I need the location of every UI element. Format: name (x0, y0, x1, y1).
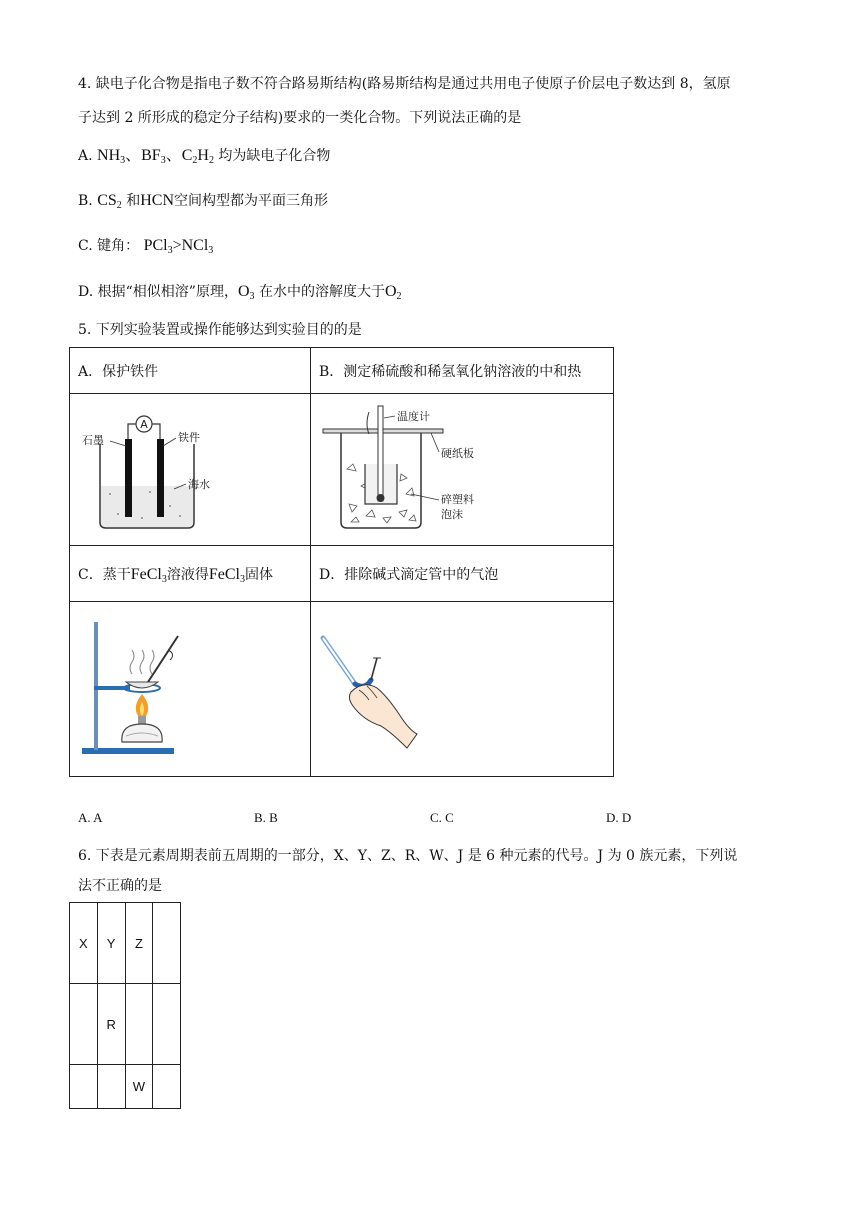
q5-stem: 5. 下列实验装置或操作能够达到实验目的的是 (78, 322, 362, 338)
option-text: 空间构型都为平面三角形 (174, 193, 329, 209)
pt-cell (153, 984, 181, 1065)
foam-label-2: 泡沫 (441, 508, 463, 521)
q4-stem-line2: 子达到 2 所形成的稳定分子结构)要求的一类化合物。下列说法正确的是 (78, 110, 522, 126)
iron-piece-label: 铁件 (178, 431, 200, 444)
pt-cell (97, 1065, 125, 1109)
option-text: 均为缺电子化合物 (218, 148, 331, 164)
burette-bubble-figure (311, 602, 613, 772)
q5-apparatus-table (69, 347, 614, 777)
electrolysis-beaker-figure (70, 394, 310, 541)
option-label: C. 键角： (78, 238, 140, 254)
caption-text: 固体 (244, 566, 273, 583)
graphite-label: 石墨 (82, 434, 104, 447)
pt-cell: X (70, 903, 98, 984)
caption-text: 溶液得 (166, 566, 209, 583)
pt-cell: Y (97, 903, 125, 984)
q5-cell-b-caption: B．测定稀硫酸和稀氢氧化钠溶液的中和热 (311, 348, 614, 394)
q4-option-c: C. 键角： PCl$_3$>NCl$_3$ (78, 237, 214, 256)
q4-option-d: D. 根据“相似相溶”原理，$O_3$ 在水中的溶解度大于$O_2$ (78, 283, 402, 302)
caption-text: C．蒸干 (78, 566, 131, 583)
pt-cell: R (97, 984, 125, 1065)
pt-cell (153, 1065, 181, 1109)
q5-figure-c (70, 602, 311, 777)
option-text: D. 根据“相似相溶”原理， (78, 284, 238, 300)
pt-cell (153, 903, 181, 984)
q5-cell-c-caption: C．蒸干FeCl$_3$溶液得FeCl$_3$固体 (70, 546, 311, 602)
answer-option-c[interactable]: C. C (430, 810, 454, 825)
calorimeter-figure (311, 394, 613, 541)
ammeter-label: A (140, 418, 148, 431)
answer-option-a[interactable]: A. A (78, 810, 103, 825)
periodic-table-fragment (69, 902, 181, 1109)
option-label: B. (78, 193, 93, 209)
pt-cell (125, 984, 153, 1065)
q4-stem-line1: 4. 缺电子化合物是指电子数不符合路易斯结构(路易斯结构是通过共用电子使原子价层电子数达到 8，氢原 (78, 76, 731, 92)
q6-stem-line2: 法不正确的是 (78, 878, 162, 894)
pt-cell: Z (125, 903, 153, 984)
option-text: 在水中的溶解度大于 (258, 284, 385, 300)
q5-figure-a (70, 394, 311, 546)
thermometer-label: 温度计 (397, 410, 430, 423)
q4-option-b: B. $CS_2$ 和HCN空间构型都为平面三角形 (78, 192, 329, 211)
answer-option-b[interactable]: B. B (254, 810, 278, 825)
pt-cell: W (125, 1065, 153, 1109)
q5-cell-d-caption: D．排除碱式滴定管中的气泡 (311, 546, 614, 602)
q5-figure-d (311, 602, 614, 777)
option-text: 和 (126, 193, 141, 209)
option-label: A. (78, 148, 93, 164)
q6-stem-line1: 6. 下表是元素周期表前五周期的一部分，X、Y、Z、R、W、J 是 6 种元素的代号。J 为 0 族元素，下列说 (78, 848, 738, 864)
cardboard-label: 硬纸板 (441, 447, 474, 460)
seawater-label: 海水 (188, 478, 210, 491)
q5-cell-a-caption: A．保护铁件 (70, 348, 311, 394)
pt-cell (70, 1065, 98, 1109)
answer-option-d[interactable]: D. D (606, 810, 632, 825)
q4-option-a: A. $NH_3$、$BF_3$、$C_2H_2$ 均为缺电子化合物 (78, 147, 331, 166)
foam-label-1: 碎塑料 (441, 493, 474, 506)
q5-figure-b (311, 394, 614, 546)
evaporation-setup-figure (70, 602, 310, 772)
pt-cell (70, 984, 98, 1065)
